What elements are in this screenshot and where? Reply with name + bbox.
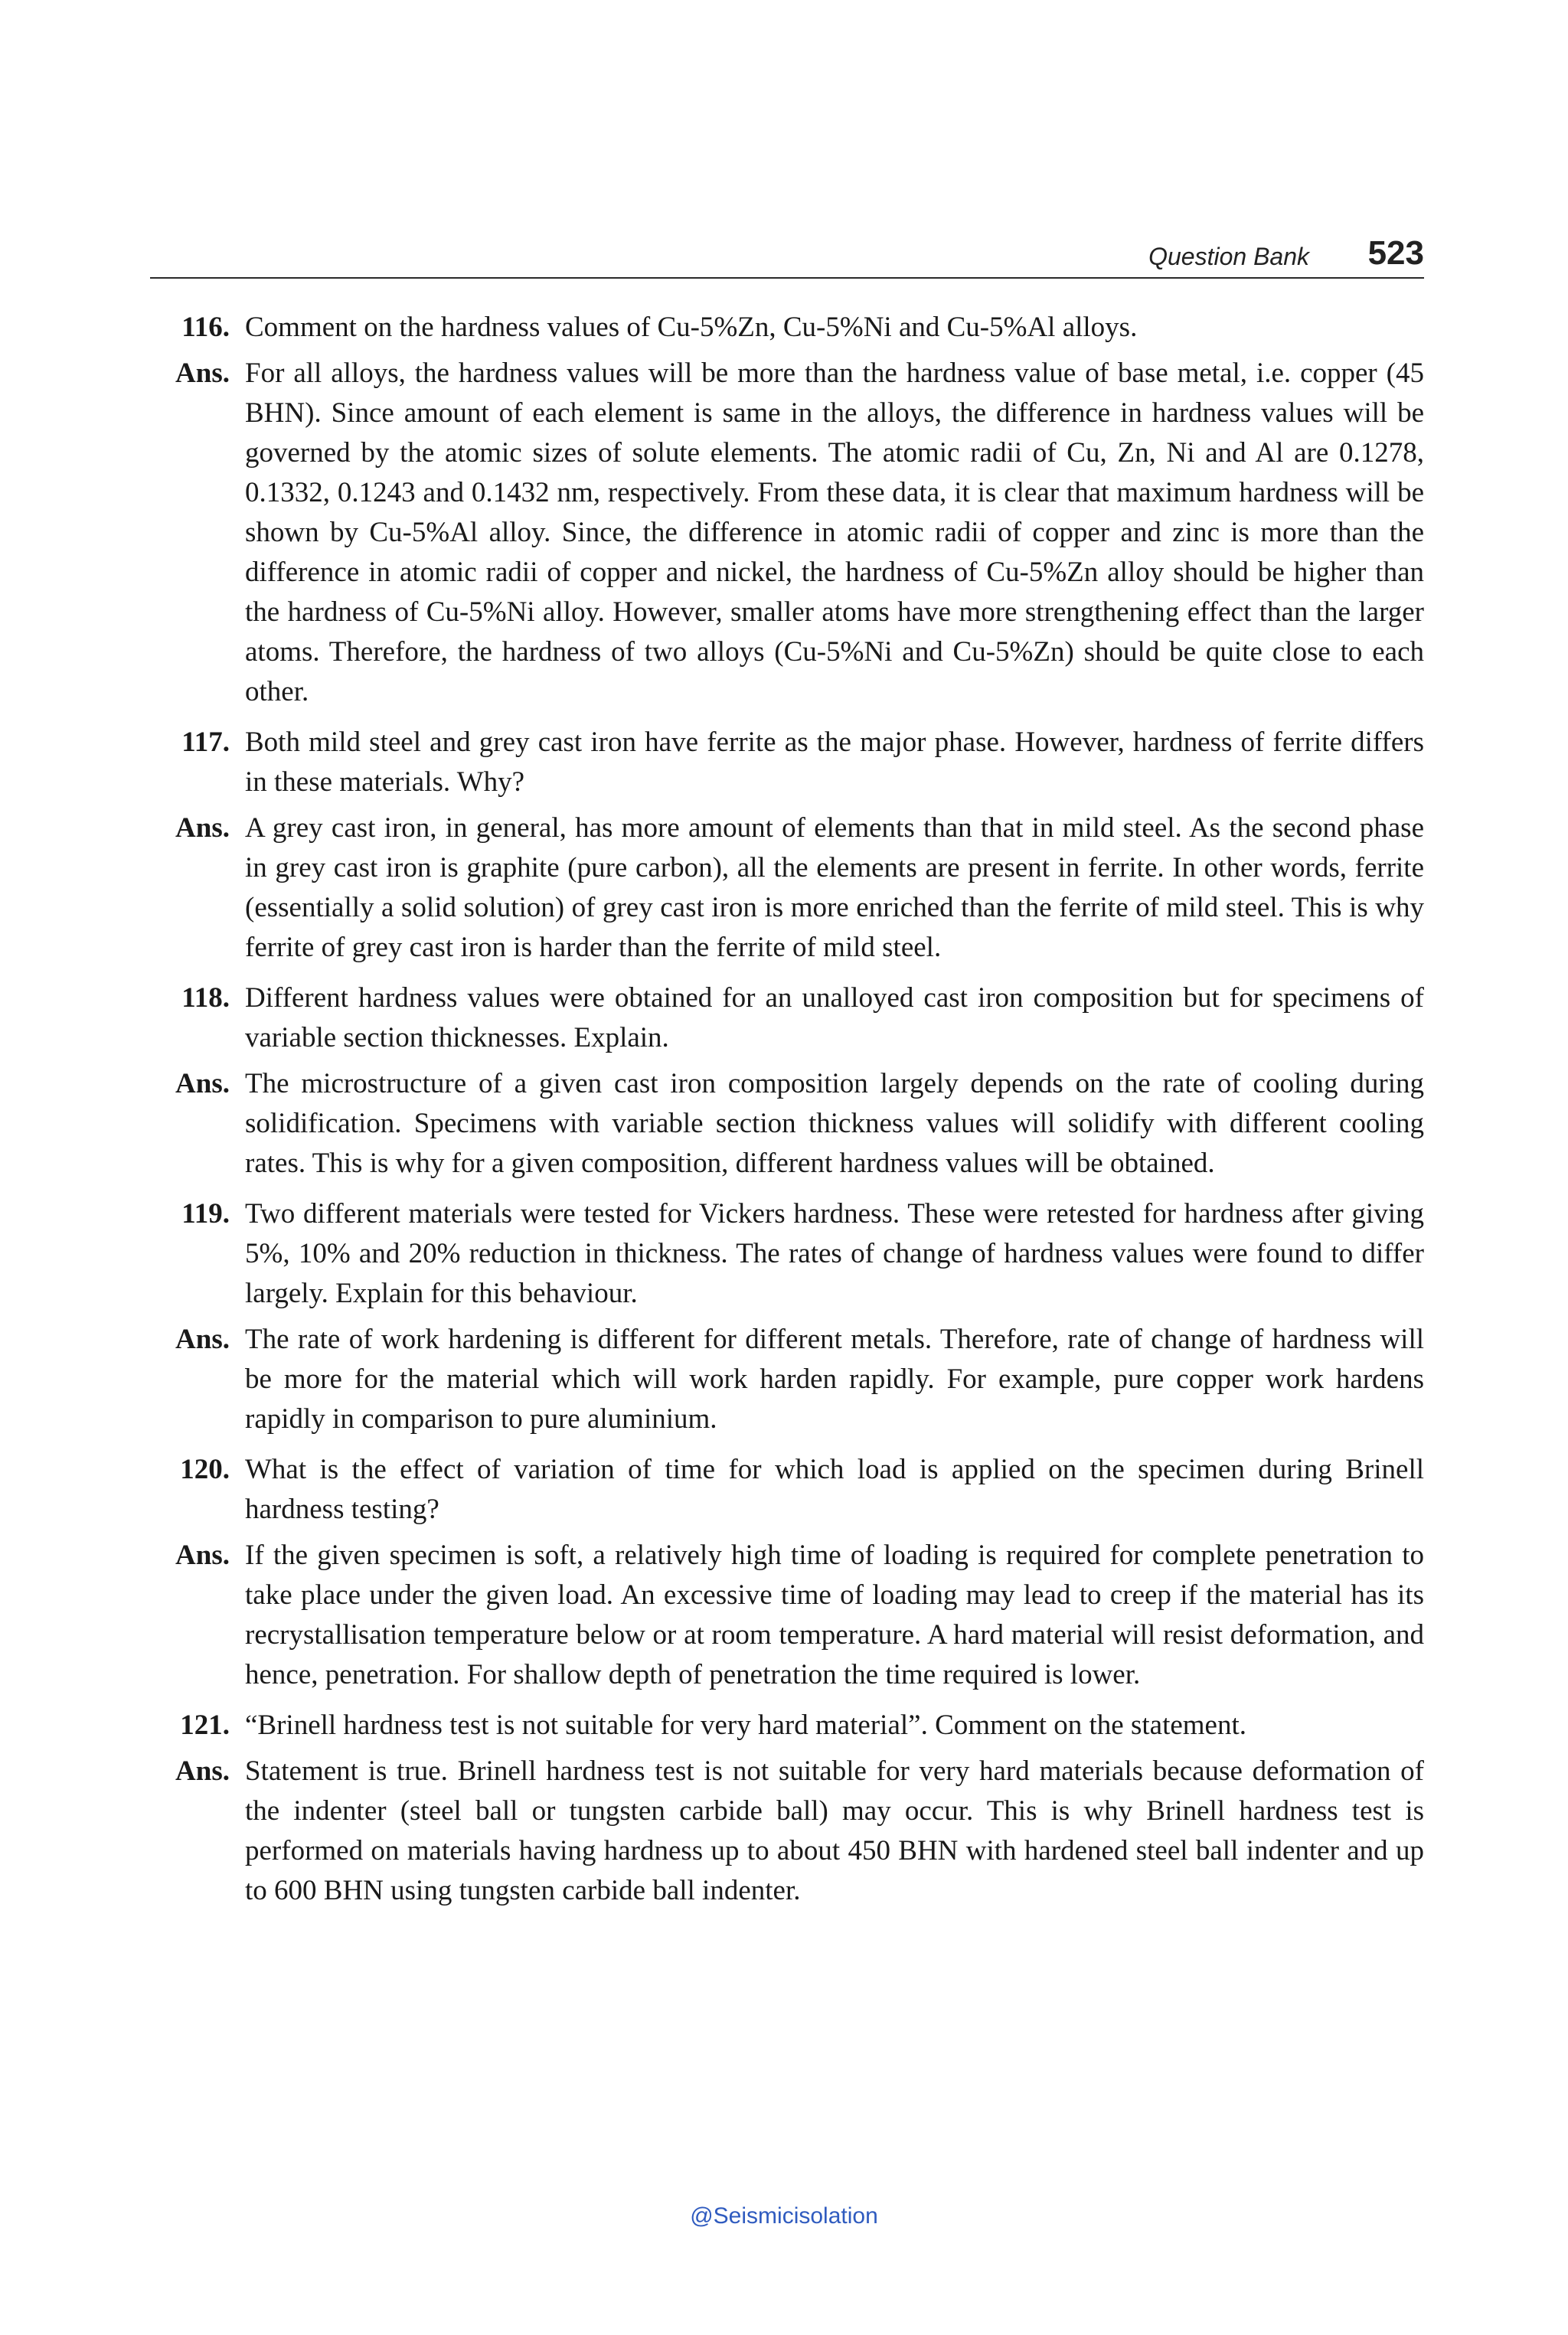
answer-label: Ans. bbox=[175, 358, 230, 389]
answer-text: The microstructure of a given cast iron composition largely depends on the rate of cooling during solidification. Specimens with variable section thickness values will solidify with different cooling rates. This is why for a given composition, different hardness values will be obtained. bbox=[245, 1068, 1424, 1179]
page-number: 523 bbox=[1367, 234, 1424, 272]
answer-item bbox=[150, 354, 1424, 712]
answer-item bbox=[150, 1320, 1424, 1439]
answer-text: For all alloys, the hardness values will be more than the hardness value of base metal, i.e. copper (45 BHN). Since amount of each element is same in the alloys, the difference in hardness values will be governed by the atomic sizes of solute elements. The atomic radii of Cu, Zn, Ni and Al are 0.1278, 0.1332, 0.1243 and 0.1432 nm, respectively. From these data, it is clear that maximum hardness will be shown by Cu-5%Al alloy. Since, the difference in atomic radii of copper and zinc is more than the difference in atomic radii of copper and nickel, the hardness of Cu-5%Zn alloy should be higher than the hardness of Cu-5%Ni alloy. However, smaller atoms have more strengthening effect than the larger atoms. Therefore, the hardness of two alloys (Cu-5%Ni and Cu-5%Zn) should be quite close to each other. bbox=[245, 358, 1424, 707]
answer-item bbox=[150, 808, 1424, 968]
question-item bbox=[150, 1194, 1424, 1314]
question-text: Both mild steel and grey cast iron have ferrite as the major phase. However, hardness of ferrite differs in these materials. Why? bbox=[245, 727, 1424, 798]
answer-label: Ans. bbox=[175, 1755, 230, 1787]
answer-text: If the given specimen is soft, a relatively high time of loading is required for complete penetration to take place under the given load. An excessive time of loading may lead to creep if the material has its recrystallisation temperature below or at room temperature. A hard material will resist deformation, and hence, penetration. For shallow depth of penetration the time required is lower. bbox=[245, 1540, 1424, 1690]
question-text: Different hardness values were obtained for an unalloyed cast iron composition but for specimens of variable section thicknesses. Explain. bbox=[245, 982, 1424, 1053]
watermark: @Seismicisolation bbox=[690, 2203, 878, 2229]
answer-text: The rate of work hardening is different for different metals. Therefore, rate of change of hardness will be more for the material which will work harden rapidly. For example, pure copper work hardens rapidly in comparison to pure aluminium. bbox=[245, 1324, 1424, 1435]
question-text: Two different materials were tested for Vickers hardness. These were retested for hardness after giving 5%, 10% and 20% reduction in thickness. The rates of change of hardness values were found to differ largely. Explain for this behaviour. bbox=[245, 1198, 1424, 1309]
question-text: Comment on the hardness values of Cu-5%Zn, Cu-5%Ni and Cu-5%Al alloys. bbox=[245, 312, 1138, 343]
question-item bbox=[150, 1450, 1424, 1530]
page-header bbox=[150, 230, 1424, 279]
answer-text: Statement is true. Brinell hardness test is not suitable for very hard materials because deformation of the indenter (steel ball or tungsten carbide ball) may occur. This is why Brinell hardness test is performed on materials having hardness up to about 450 BHN with hardened steel ball indenter and up to 600 BHN using tungsten carbide ball indenter. bbox=[245, 1755, 1424, 1906]
question-bank-list bbox=[150, 308, 1424, 1922]
answer-label: Ans. bbox=[175, 1540, 230, 1571]
answer-item bbox=[150, 1536, 1424, 1695]
question-text: What is the effect of variation of time for which load is applied on the specimen during Brinell hardness testing? bbox=[245, 1454, 1424, 1525]
answer-item bbox=[150, 1064, 1424, 1184]
answer-label: Ans. bbox=[175, 1324, 230, 1355]
question-number: 117. bbox=[181, 727, 230, 758]
question-item bbox=[150, 1706, 1424, 1746]
question-number: 121. bbox=[180, 1710, 230, 1741]
question-number: 120. bbox=[180, 1454, 230, 1485]
question-item bbox=[150, 723, 1424, 802]
question-number: 119. bbox=[181, 1198, 230, 1230]
question-number: 116. bbox=[181, 312, 230, 343]
answer-label: Ans. bbox=[175, 1068, 230, 1099]
answer-label: Ans. bbox=[175, 812, 230, 844]
answer-text: A grey cast iron, in general, has more amount of elements than that in mild steel. As the second phase in grey cast iron is graphite (pure carbon), all the elements are present in ferrite. In other words, ferrite (essentially a solid solution) of grey cast iron is more enriched than the ferrite of mild steel. This is why ferrite of grey cast iron is harder than the ferrite of mild steel. bbox=[245, 812, 1424, 963]
running-header-title: Question Bank bbox=[1148, 243, 1309, 270]
question-item bbox=[150, 978, 1424, 1058]
question-text: “Brinell hardness test is not suitable for very hard material”. Comment on the statement. bbox=[245, 1710, 1247, 1741]
question-number: 118. bbox=[181, 982, 230, 1014]
answer-item bbox=[150, 1752, 1424, 1911]
question-item bbox=[150, 308, 1424, 348]
